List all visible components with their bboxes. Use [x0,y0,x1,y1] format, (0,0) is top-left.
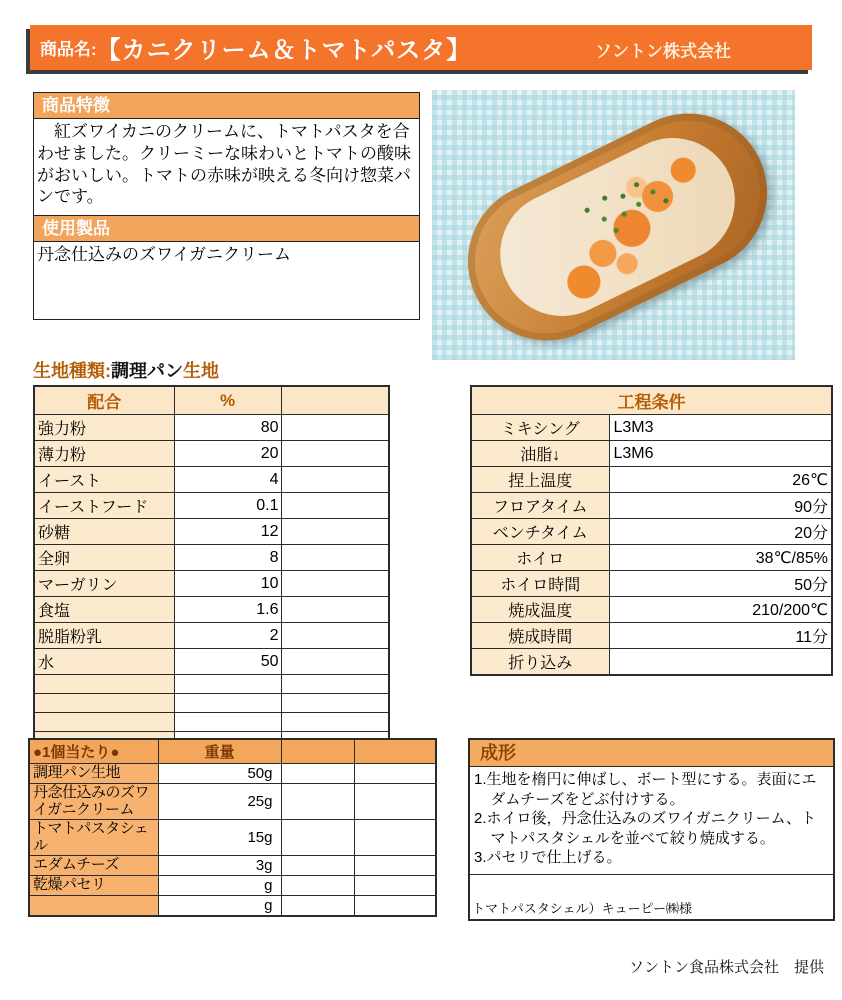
per-piece-weight: g [158,896,281,917]
supplier-note: トマトパスタシェル）キューピー㈱様 [472,900,692,916]
per-piece-row [29,764,436,784]
per-piece-header-weight: 重量 [158,739,281,764]
recipe-row [34,597,389,623]
process-row [471,519,832,545]
per-piece-component: 乾燥パセリ [29,876,158,896]
recipe-blank-cell [281,545,389,571]
recipe-row [34,415,389,441]
per-piece-blank1 [281,784,354,820]
per-piece-blank2 [354,820,436,856]
recipe-blank-cell [281,519,389,545]
recipe-header-blank [281,386,389,415]
recipe-percent: 10 [174,571,281,597]
recipe-blank-cell [281,441,389,467]
recipe-percent: 4 [174,467,281,493]
recipe-row [34,441,389,467]
forming-step: 2.ホイロ後，丹念仕込みのズワイガニクリーム、トマトパスタシェルを並べて絞り焼成する。 [474,810,817,847]
process-step-name: 焼成時間 [471,623,609,649]
per-piece-component: エダムチーズ [29,856,158,876]
recipe-row [34,623,389,649]
per-piece-row [29,784,436,820]
used-products-text: 丹念仕込みのズワイガニクリーム [37,245,291,264]
recipe-ingredient: マーガリン [34,571,174,597]
per-piece-blank1 [281,764,354,784]
recipe-percent: 8 [174,545,281,571]
per-piece-blank1 [281,820,354,856]
dough-type-value: 調理パン [111,361,183,381]
per-piece-component [29,896,158,917]
process-step-name: ホイロ時間 [471,571,609,597]
recipe-percent: 12 [174,519,281,545]
forming-header: 成形 [470,740,833,767]
process-step-name: ホイロ [471,545,609,571]
process-step-name: 捏上温度 [471,467,609,493]
recipe-row [34,493,389,519]
recipe-percent [174,675,281,694]
per-piece-blank2 [354,784,436,820]
per-piece-row [29,820,436,856]
recipe-blank-cell [281,623,389,649]
info-box [33,92,420,320]
per-piece-weight: 25g [158,784,281,820]
recipe-ingredient: 全卵 [34,545,174,571]
process-step-name: 折り込み [471,649,609,676]
recipe-ingredient [34,694,174,713]
process-header: 工程条件 [471,386,832,415]
per-piece-weight: 3g [158,856,281,876]
recipe-ingredient: 強力粉 [34,415,174,441]
per-piece-blank2 [354,764,436,784]
recipe-blank-cell [281,571,389,597]
process-step-name: ミキシング [471,415,609,441]
per-piece-table [28,738,437,917]
recipe-row [34,467,389,493]
recipe-row [34,694,389,713]
recipe-header-row [34,386,389,415]
recipe-row [34,571,389,597]
per-piece-weight: 15g [158,820,281,856]
recipe-ingredient: 脱脂粉乳 [34,623,174,649]
recipe-ingredient: 食塩 [34,597,174,623]
per-piece-row [29,876,436,896]
process-step-value: 20分 [609,519,832,545]
per-piece-blank1 [281,876,354,896]
process-step-value [609,649,832,676]
process-header-row [471,386,832,415]
recipe-blank-cell [281,675,389,694]
per-piece-blank2 [354,896,436,917]
recipe-header-pct: % [174,386,281,415]
process-step-value: 210/200℃ [609,597,832,623]
per-piece-blank2 [354,876,436,896]
per-piece-header-blank2 [354,739,436,764]
features-text: 紅ズワイカニのクリームに、トマトパスタを合わせました。クリーミーな味わいとトマトの酸味がおいしい。トマトの赤味が映える冬向け惣菜パンです。 [34,119,419,216]
product-photo [432,90,795,360]
process-row [471,649,832,676]
process-step-value: 11分 [609,623,832,649]
recipe-percent: 2 [174,623,281,649]
process-step-value: 90分 [609,493,832,519]
per-piece-blank2 [354,856,436,876]
recipe-blank-cell [281,415,389,441]
process-row [471,441,832,467]
process-row [471,415,832,441]
bread-illustration [441,90,793,360]
process-step-name: 焼成温度 [471,597,609,623]
recipe-row [34,675,389,694]
recipe-blank-cell [281,597,389,623]
dough-type-label: 生地種類: [33,361,111,381]
recipe-ingredient: 水 [34,649,174,675]
forming-step: 3.パセリで仕上げる。 [474,849,622,866]
recipe-blank-cell [281,694,389,713]
per-piece-blank1 [281,856,354,876]
process-row [471,545,832,571]
process-step-value: 50分 [609,571,832,597]
forming-steps [470,767,833,875]
recipe-row [34,649,389,675]
recipe-ingredient: 砂糖 [34,519,174,545]
per-piece-weight: 50g [158,764,281,784]
process-row [471,597,832,623]
per-piece-blank1 [281,896,354,917]
per-piece-header-blank1 [281,739,354,764]
product-name-label: 商品名: [40,40,97,59]
recipe-percent: 0.1 [174,493,281,519]
recipe-percent: 1.6 [174,597,281,623]
per-piece-header-name: ●1個当たり● [29,739,158,764]
recipe-ingredient [34,713,174,732]
features-header: 商品特徴 [34,93,419,119]
recipe-ingredient [34,675,174,694]
title-bar [30,25,812,70]
recipe-row [34,545,389,571]
recipe-ingredient: イースト [34,467,174,493]
per-piece-header-row [29,739,436,764]
recipe-header-name: 配合 [34,386,174,415]
forming-step: 1.生地を楕円に伸ばし、ボート型にする。表面にエダムチーズをどぶ付けする。 [474,771,817,808]
recipe-ingredient: 薄力粉 [34,441,174,467]
footer-credit: ソントン食品株式会社 提供 [628,959,824,976]
recipe-blank-cell [281,713,389,732]
dough-type [33,357,219,383]
process-step-name: フロアタイム [471,493,609,519]
process-row [471,467,832,493]
recipe-blank-cell [281,493,389,519]
recipe-row [34,519,389,545]
per-piece-component: トマトパスタシェル [29,820,158,856]
recipe-percent: 80 [174,415,281,441]
per-piece-weight: g [158,876,281,896]
recipe-blank-cell [281,467,389,493]
recipe-ingredient: イーストフード [34,493,174,519]
recipe-table [33,385,390,752]
recipe-row [34,713,389,732]
recipe-blank-cell [281,649,389,675]
company-name: ソントン株式会社 [595,42,731,61]
per-piece-row [29,856,436,876]
recipe-percent: 50 [174,649,281,675]
process-row [471,623,832,649]
process-step-value: L3M3 [609,415,832,441]
process-table [470,385,833,676]
forming-box [468,738,835,921]
per-piece-component: 調理パン生地 [29,764,158,784]
used-products-header: 使用製品 [34,216,419,242]
product-name: 【カニクリーム＆トマトパスタ】 [96,37,472,64]
process-step-name: ベンチタイム [471,519,609,545]
process-row [471,493,832,519]
process-step-name: 油脂↓ [471,441,609,467]
recipe-percent [174,694,281,713]
process-step-value: L3M6 [609,441,832,467]
recipe-percent: 20 [174,441,281,467]
dough-type-value-suffix: 生地 [183,361,219,381]
process-step-value: 26℃ [609,467,832,493]
process-step-value: 38℃/85% [609,545,832,571]
per-piece-component: 丹念仕込みのズワイガニクリーム [29,784,158,820]
process-row [471,571,832,597]
recipe-percent [174,713,281,732]
per-piece-row [29,896,436,917]
